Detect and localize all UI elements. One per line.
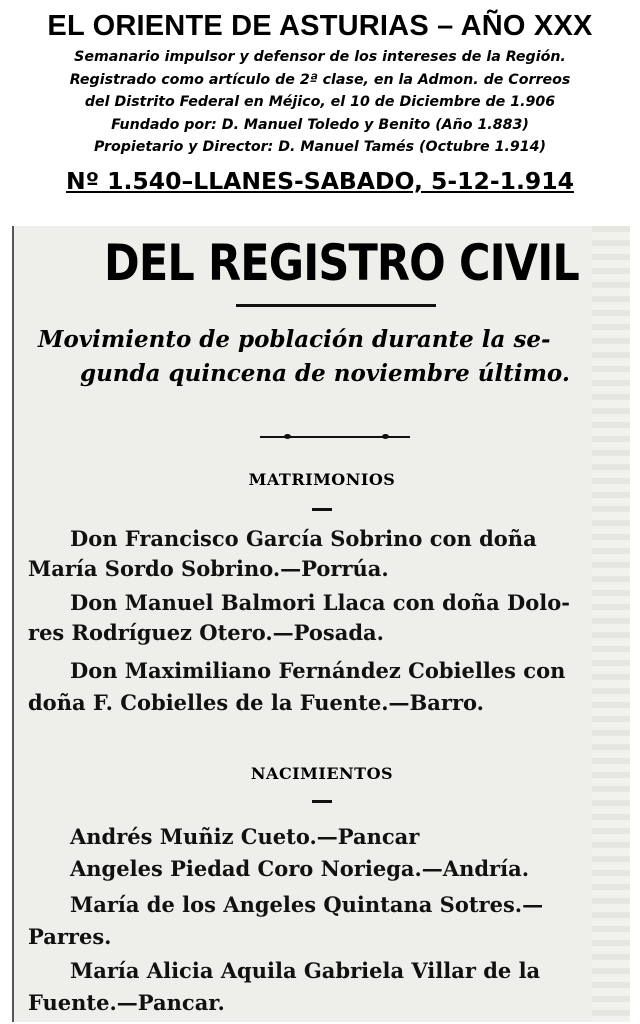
lead-line-1: Movimiento de población durante la se-: [38, 326, 551, 353]
section-heading-matrimonios: MATRIMONIOS: [248, 470, 396, 489]
ornament-dot-left: [284, 434, 291, 439]
director-line: Propietario y Director: D. Manuel Tamés (Octubre 1.914): [94, 139, 546, 155]
marriage-1-line-2: María Sordo Sobrino.—Porrúa.: [28, 556, 389, 581]
birth-4-line-1: María Alicia Aquila Gabriela Villar de la: [70, 958, 541, 983]
lead-line-2: gunda quincena de noviembre último.: [80, 360, 570, 387]
newspaper-clipping: [12, 226, 630, 1022]
newspaper-header: [0, 0, 640, 199]
birth-3-line-1: María de los Angeles Quintana Sotres.—: [70, 892, 544, 917]
marriage-3-line-1: Don Maximiliano Fernández Cobielles con: [70, 658, 566, 683]
marriage-3-line-2: doña F. Cobielles de la Fuente.—Barro.: [28, 690, 484, 715]
subtitle-line-2: Registrado como artículo de 2ª clase, en la Admon. de Correos: [69, 71, 571, 88]
founder-line: Fundado por: D. Manuel Toledo y Benito (Año 1.883): [111, 116, 529, 133]
marriage-1-line-1: Don Francisco García Sobrino con doña: [70, 526, 537, 551]
section-dash: [312, 800, 332, 803]
section-heading-nacimientos: NACIMIENTOS: [250, 764, 394, 783]
marriage-2-line-1: Don Manuel Balmori Llaca con doña Dolo-: [70, 590, 570, 615]
subtitle-line-3: del Distrito Federal en Méjico, el 10 de Diciembre de 1.906: [84, 94, 556, 110]
section-dash: [312, 508, 332, 511]
article-title: DEL REGISTRO CIVIL: [104, 234, 579, 292]
issue-line: Nº 1.540–LLANES-SABADO, 5-12-1.914: [66, 166, 574, 195]
masthead-title: EL ORIENTE DE ASTURIAS – AÑO XXX: [47, 10, 593, 42]
birth-2: Angeles Piedad Coro Noriega.—Andría.: [70, 856, 530, 881]
marriage-2-line-2: res Rodríguez Otero.—Posada.: [28, 620, 384, 645]
birth-3-line-2: Parres.: [28, 924, 112, 949]
birth-4-line-2: Fuente.—Pancar.: [28, 990, 225, 1015]
subtitle-line-1: Semanario impulsor y defensor de los intereses de la Región.: [74, 49, 566, 65]
birth-1: Andrés Muñiz Cueto.—Pancar: [70, 824, 420, 849]
ornament-dot-right: [382, 434, 389, 439]
title-rule: [236, 304, 436, 307]
